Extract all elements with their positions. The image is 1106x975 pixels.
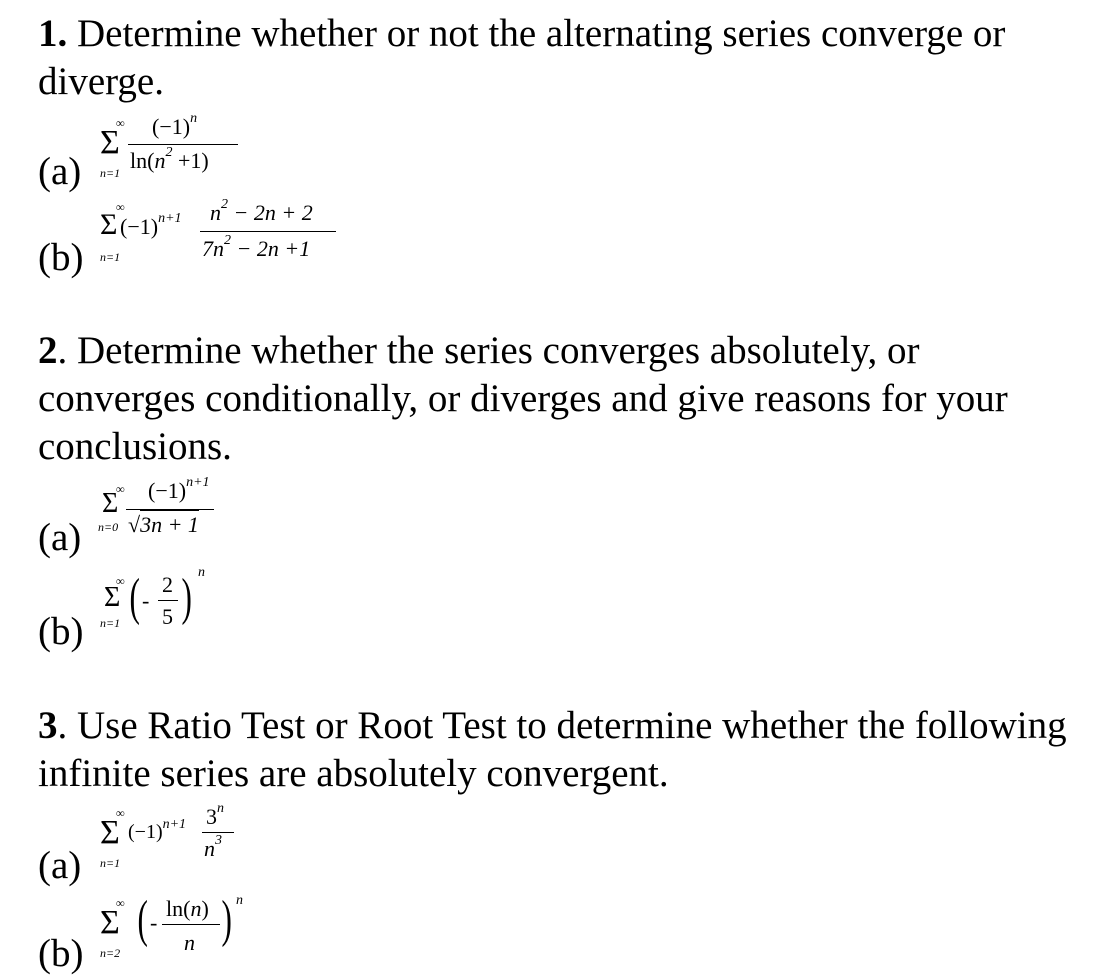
- q3a-denominator: $n^3$: [204, 833, 222, 861]
- q1a-denominator: $\ln(n^2 +1)$: [130, 145, 209, 173]
- q1a-label: (a): [38, 150, 82, 193]
- q3b-minus: -: [150, 910, 158, 935]
- q1b-fraction-bar: [200, 231, 336, 232]
- q2a-sum-upper: ∞: [116, 482, 125, 496]
- question-3-number: 3: [38, 704, 58, 747]
- question-2-number: 2: [38, 329, 58, 372]
- q1b-sum-lower: n=1: [100, 250, 121, 264]
- q2a-label: (a): [38, 516, 82, 559]
- q3a-label: (a): [38, 844, 82, 887]
- q1b-label: (b): [38, 236, 84, 279]
- q1b-sum-upper: ∞: [116, 200, 125, 214]
- q1a-numerator: $(-1)^n$: [152, 111, 198, 139]
- q3b-numerator: ln(n): [166, 896, 209, 921]
- q3a-sum-symbol: Σ: [100, 814, 120, 851]
- q2b-sum-lower: n=1: [100, 616, 121, 630]
- q3b-right-paren: ): [221, 891, 232, 948]
- q3b-fraction-bar: [162, 924, 220, 925]
- q3b-sum-lower: n=2: [100, 946, 121, 960]
- question-1-text: [38, 10, 1078, 106]
- q1a-fraction-bar: [128, 144, 238, 145]
- q3b-sum-symbol: Σ: [100, 904, 120, 941]
- q2b-fraction-bar: [158, 600, 178, 601]
- q1a-sum-upper: ∞: [116, 116, 125, 130]
- question-2-prompt: . Determine whether the series converges absolutely, or converges conditionally, or diverges and give reasons for your conclusions.: [38, 329, 1008, 468]
- question-1-number: 1.: [38, 12, 68, 55]
- q3a-sign-term: $(-1)^{n+1}$: [128, 817, 187, 843]
- q2b-exponent: n: [198, 565, 205, 580]
- q3b-sum-upper: ∞: [116, 896, 125, 910]
- q2b-sum-upper: ∞: [116, 574, 125, 588]
- q2b-right-paren: ): [181, 569, 192, 626]
- q2b-denominator: 5: [162, 604, 173, 629]
- q1b-numerator: $n^2 - 2n + 2$: [210, 197, 313, 225]
- q2b-left-paren: (: [129, 569, 140, 626]
- q1a-sum-lower: n=1: [100, 166, 121, 180]
- q3b-label: (b): [38, 932, 84, 975]
- q3b-denominator: n: [184, 930, 195, 955]
- question-3-text: [38, 702, 1078, 798]
- q3a-sum-upper: ∞: [116, 806, 125, 820]
- q1b-sign-term: $(-1)^{n+1}$: [120, 211, 182, 239]
- q1b-denominator: $7n^2 - 2n +1$: [202, 233, 311, 261]
- q2a-sum-lower: n=0: [98, 520, 119, 534]
- q1a-sum-symbol: Σ: [100, 124, 120, 161]
- q2b-label: (b): [38, 610, 84, 653]
- q3b-left-paren: (: [137, 891, 148, 948]
- q2b-numerator: 2: [162, 572, 173, 597]
- q3a-sum-lower: n=1: [100, 856, 121, 870]
- question-1-prompt: Determine whether or not the alternating series converge or diverge.: [38, 12, 1006, 103]
- q3a-numerator: 3$^n$: [206, 801, 224, 829]
- q2b-minus: -: [142, 588, 150, 613]
- q2a-numerator: $(-1)^{n+1}$: [148, 475, 210, 503]
- q2b-sum-symbol: Σ: [104, 582, 121, 613]
- q1b-sum-symbol: Σ: [100, 208, 118, 241]
- question-2-text: [38, 327, 1078, 471]
- question-3-prompt: . Use Ratio Test or Root Test to determine whether the following infinite series are absolutely convergent.: [38, 704, 1067, 795]
- q2a-sum-symbol: Σ: [102, 488, 119, 519]
- q2a-denominator: √3n + 1: [128, 512, 199, 537]
- q3b-exponent: n: [236, 893, 243, 908]
